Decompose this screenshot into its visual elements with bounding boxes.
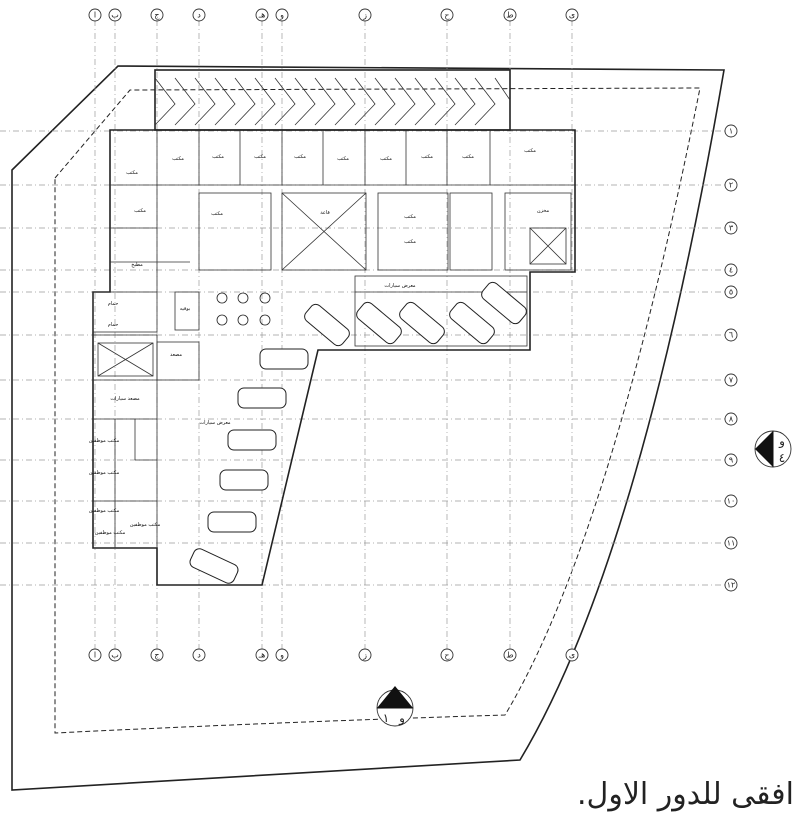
room-label: مكتب: [134, 208, 146, 214]
row-label: ٩: [728, 455, 734, 465]
row-label: ١١: [726, 538, 736, 548]
col-label: ا: [93, 10, 97, 20]
col-label: ى: [568, 650, 576, 660]
room-label: حمام: [107, 301, 119, 307]
car: [228, 430, 276, 450]
car: [479, 280, 529, 326]
col-label: هـ: [258, 650, 266, 660]
row-label: ٥: [728, 287, 734, 297]
row-label: ٨: [728, 414, 734, 424]
col-label: د: [197, 650, 201, 660]
col-label: ح: [444, 650, 450, 660]
section-letter: و: [779, 434, 785, 448]
row-label: ١: [728, 126, 734, 136]
section-mark-east: [755, 431, 791, 467]
row-label: ٦: [728, 330, 734, 340]
col-label: ح: [444, 10, 450, 20]
room-label: مكتب: [404, 239, 416, 245]
room-label: مصعد: [169, 352, 183, 358]
car: [260, 349, 308, 369]
room-label: مكتب موظفين: [88, 438, 120, 444]
room-label: مكتب موظفين: [88, 508, 120, 514]
grid-horizontal: [0, 131, 725, 585]
room-label: مكتب: [294, 154, 306, 160]
room-label: مكتب: [380, 156, 392, 162]
section-number: ١: [382, 711, 390, 725]
car: [354, 300, 404, 346]
room-label: مكتب موظفين: [129, 522, 161, 528]
room-label: مطبخ: [131, 262, 143, 268]
room-label: مكتب موظفين: [88, 470, 120, 476]
col-label: و: [280, 650, 284, 660]
car: [188, 547, 240, 585]
section-number: ٤: [778, 451, 786, 465]
room-label: مكتب: [421, 154, 433, 160]
section-mark-north: [377, 686, 413, 726]
room-label: مكتب: [524, 148, 536, 154]
section-letter: و: [399, 711, 405, 725]
room-label: معرض سيارات: [199, 420, 231, 426]
col-label: ط: [506, 650, 514, 660]
room-label: مكتب: [211, 211, 223, 217]
room-label: مصعد سيارات: [110, 396, 140, 402]
col-label: ب: [111, 650, 119, 660]
col-label: ج: [154, 650, 160, 660]
room-label: مخزن: [536, 208, 550, 214]
balcony-strip: [155, 70, 510, 130]
row-label: ٣: [728, 223, 734, 233]
car: [220, 470, 268, 490]
column-labels-bottom: [89, 649, 578, 661]
col-label: ز: [363, 650, 367, 660]
room-label: حمام: [107, 322, 119, 328]
col-label: ط: [506, 10, 514, 20]
row-label: ١٠: [726, 496, 736, 506]
room-label: مكتب: [172, 156, 184, 162]
car: [208, 512, 256, 532]
car: [397, 300, 447, 346]
room-label: قاعة: [320, 210, 330, 216]
car: [238, 388, 286, 408]
car: [302, 302, 352, 348]
room-label: معرض سيارات: [384, 283, 416, 289]
room-label: مكتب موظفين: [94, 530, 126, 536]
room-label: بوفيه: [179, 306, 191, 312]
room-label: مكتب: [212, 154, 224, 160]
col-label: و: [280, 10, 284, 20]
col-label: ز: [363, 10, 367, 20]
room-label: مكتب: [462, 154, 474, 160]
room-label: مكتب: [254, 154, 266, 160]
col-label: د: [197, 10, 201, 20]
col-label: ى: [568, 10, 576, 20]
col-label: ج: [154, 10, 160, 20]
room-label: مكتب: [404, 214, 416, 220]
row-label: ٤: [728, 265, 734, 275]
parked-cars: [188, 280, 529, 585]
col-label: ب: [111, 10, 119, 20]
building-outline: [93, 130, 575, 585]
row-labels: [725, 125, 737, 591]
room-label: مكتب: [337, 156, 349, 162]
drawing-title: افقى للدور الاول.: [577, 777, 794, 812]
car: [447, 300, 497, 346]
row-label: ٢: [728, 180, 734, 190]
column-labels-top: [89, 9, 578, 21]
row-label: ٧: [728, 375, 734, 385]
row-label: ١٢: [726, 580, 736, 590]
col-label: هـ: [258, 10, 266, 20]
col-label: ا: [93, 650, 97, 660]
plot-boundary: [12, 66, 724, 790]
room-label: مكتب: [126, 170, 138, 176]
